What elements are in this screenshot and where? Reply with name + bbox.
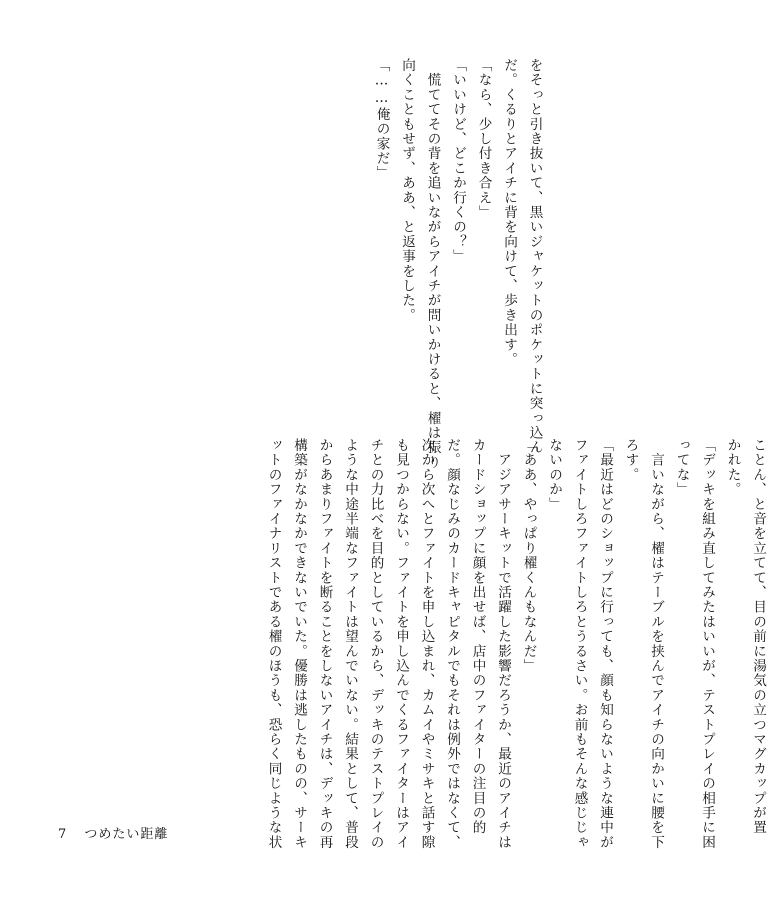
text-line: ってな」 [673,438,690,497]
page-footer [58,823,168,842]
text-block-lower [260,438,770,850]
text-line: 「デッキを組み直してみたはいいが、テストプレイの相手に困 [699,438,715,850]
text-line: ような中途半端なファイトは望んでいない。結果として、普段 [342,438,358,850]
text-line: ないのか」 [546,438,562,512]
text-line: だ。くるりとアイチに背を向けて、歩き出す。 [501,58,517,367]
text-line: ろす。 [622,438,639,483]
text-line: チとの力比べを目的としているから、デッキのテストプレイの [367,438,384,850]
text-line: からあまりファイトを断ることをしないアイチは、デッキの再 [316,438,333,850]
running-title: つめたい距離 [84,827,169,842]
text-line: 慌ててその背を追いながらアイチが問いかけると、櫂は振り [424,58,441,470]
text-line: だ。顔なじみのカードキャピタルでもそれは例外ではなくて、 [444,438,460,850]
text-line: ことん、と音を立てて、目の前に湯気の立つマグカップが置 [750,438,766,835]
page-number: 7 [58,827,68,842]
text-line: 「ああ、やっぱり櫂くんもなんだ」 [520,438,537,674]
text-line: 言いながら、櫂はテーブルを挟んでアイチの向かいに腰を下 [648,438,664,850]
text-line: アジアサーキットで活躍した影響だろうか、最近のアイチは [495,438,511,850]
text-line: 「いいけど、どこか行くの？」 [450,58,466,264]
text-line: も見つからない。ファイトを申し込んでくるファイターはアイ [393,438,409,850]
text-line: をそっと引き抜いて、黒いジャケットのポケットに突っ込ん [526,58,543,455]
text-line: ファイトしろファイトしろとうるさい。お前もそんな感じじゃ [571,438,588,850]
text-line: 「最近はどのショップに行っても、顔も知らないような連中が [597,438,613,850]
text-line: 「なら、少し付き合え」 [475,58,492,220]
text-line: 次から次へとファイトを申し込まれ、カムイやミサキと話す隙 [418,438,435,850]
text-line: 「……俺の家だ」 [373,58,390,181]
text-line: かれた。 [724,438,741,497]
text-line: カードショップに顔を出せば、店中のファイターの注目の的 [469,438,486,835]
text-line: 向くこともせず、ああ、と返事をした。 [399,58,415,323]
text-block-upper [368,58,547,470]
text-line: 構築がなかなかできないでいた。優勝は逃したものの、サーキ [291,438,307,850]
text-line: ットのファイナリストである櫂のほうも、恐らく同じような状 [265,438,282,850]
